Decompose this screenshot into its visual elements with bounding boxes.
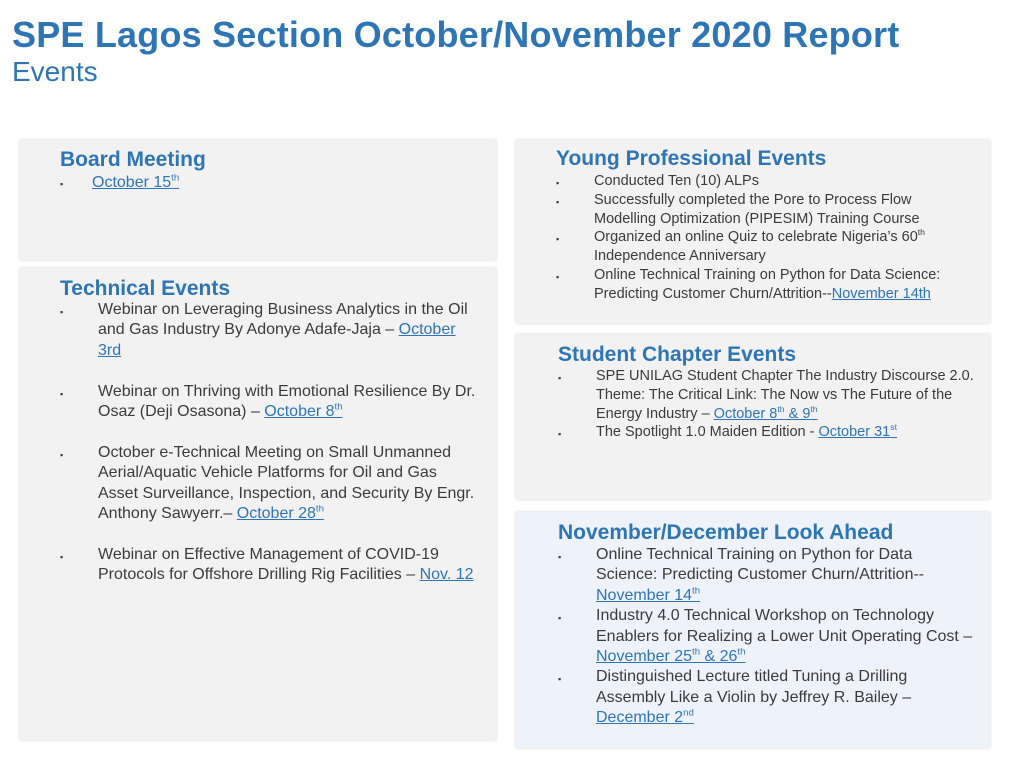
list-item [60, 300, 480, 361]
event-text: Webinar on Thriving with Emotional Resilience By Dr. Osaz (Deji Osasona) – [98, 382, 476, 421]
report-title: SPE Lagos Section October/November 2020 Report [12, 14, 900, 55]
list-item [60, 173, 179, 192]
event-text: SPE UNILAG Student Chapter The Industry Discourse 2.0. Theme: The Critical Link: The Now vs The Future of the Energy Industry – [596, 368, 974, 422]
event-date-link[interactable]: October 28th [236, 503, 324, 523]
event-text: October e-Technical Meeting on Small Unmanned Aerial/Aquatic Vehicle Platforms for Oil and Gas Asset Surveillance, Inspection, and Security By Engr. Anthony Sawyerr.– [98, 443, 475, 523]
event-date-link[interactable]: Nov. 12 [419, 566, 474, 584]
square-bullet-icon: ▪ [556, 234, 560, 245]
event-text: Conducted Ten (10) ALPs [594, 173, 759, 189]
event-text: The Spotlight 1.0 Maiden Edition - [596, 424, 819, 441]
board-meeting-heading: Board Meeting [60, 148, 206, 171]
event-date-link[interactable]: October 3rd [98, 321, 456, 359]
square-bullet-icon: ▪ [60, 551, 64, 562]
square-bullet-icon: ▪ [558, 613, 562, 624]
square-bullet-icon: ▪ [60, 307, 64, 317]
technical-events-heading: Technical Events [60, 277, 231, 300]
square-bullet-icon: ▪ [60, 388, 64, 399]
list-item [556, 172, 976, 191]
list-item [558, 667, 978, 728]
list-item [60, 382, 480, 423]
event-date-link[interactable]: October 31st [818, 422, 897, 441]
event-date-link[interactable]: October 8th [264, 401, 343, 421]
event-date-link[interactable]: October 8th & 9th [713, 403, 818, 422]
event-date-link[interactable]: November 14th [596, 585, 701, 604]
student-chapter-events-panel [516, 334, 990, 499]
square-bullet-icon: ▪ [556, 178, 560, 188]
square-bullet-icon: ▪ [556, 271, 560, 282]
student-chapter-events-heading: Student Chapter Events [558, 343, 797, 366]
event-date-link[interactable]: November 25th & 26th [596, 646, 746, 666]
square-bullet-icon: ▪ [60, 449, 64, 460]
list-item [558, 423, 978, 442]
event-text: Successfully completed the Pore to Process Flow Modelling Optimization (PIPESIM) Training Course [594, 191, 920, 227]
square-bullet-icon: ▪ [60, 179, 64, 189]
event-date-link[interactable]: December 2nd [596, 707, 694, 727]
square-bullet-icon: ▪ [556, 196, 560, 207]
list-item [558, 606, 978, 667]
list-item [556, 266, 976, 304]
student-chapter-events-list [558, 367, 978, 442]
look-ahead-list [558, 545, 978, 729]
list-item [556, 191, 976, 229]
technical-events-panel [20, 268, 496, 740]
board-meeting-date-link[interactable]: October 15th [92, 172, 180, 191]
square-bullet-icon: ▪ [558, 552, 562, 562]
technical-events-list [60, 300, 480, 606]
list-item [556, 228, 976, 266]
list-item [558, 367, 978, 423]
young-professional-events-list [556, 172, 976, 304]
square-bullet-icon: ▪ [558, 373, 562, 383]
young-professional-events-heading: Young Professional Events [556, 147, 827, 170]
list-item [60, 545, 480, 586]
board-meeting-panel [20, 140, 496, 260]
square-bullet-icon: ▪ [558, 674, 562, 685]
young-professional-events-panel [516, 140, 990, 323]
board-meeting-list [60, 173, 179, 192]
report-subtitle: Events [12, 56, 98, 87]
list-item [60, 443, 480, 525]
event-text: Industry 4.0 Technical Workshop on Technology Enablers for Realizing a Lower Unit Operating Cost – [596, 607, 973, 645]
event-text: Distinguished Lecture titled Tuning a Drilling Assembly Like a Violin by Jeffrey R. Bailey – [596, 668, 912, 706]
square-bullet-icon: ▪ [558, 429, 562, 440]
event-text: Webinar on Leveraging Business Analytics in the Oil and Gas Industry By Adonye Adafe-Jaja – [98, 301, 468, 339]
event-text: Organized an online Quiz to celebrate Nigeria’s 60th Independence Anniversary [594, 227, 926, 265]
event-date-link[interactable]: November 14th [831, 285, 931, 302]
look-ahead-heading: November/December Look Ahead [558, 521, 894, 544]
event-text: Webinar on Effective Management of COVID-19 Protocols for Offshore Drilling Rig Facilities – [98, 545, 439, 584]
event-text: Online Technical Training on Python for Data Science: Predicting Customer Churn/Attrition-- [594, 266, 941, 302]
list-item [558, 545, 978, 606]
event-text: Online Technical Training on Python for Data Science: Predicting Customer Churn/Attrition-- [596, 546, 925, 584]
look-ahead-panel [516, 512, 990, 748]
